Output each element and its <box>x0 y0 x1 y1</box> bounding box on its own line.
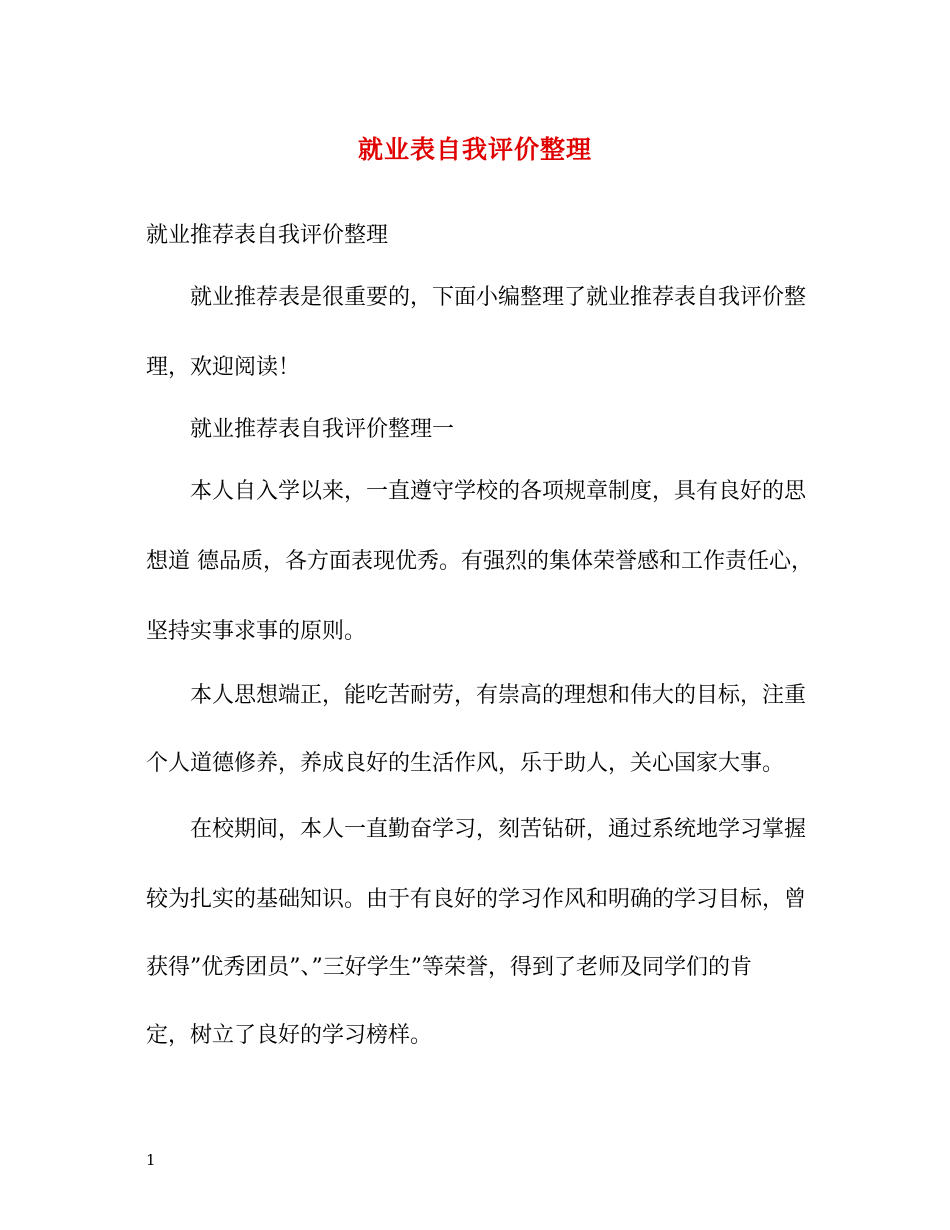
paragraph-line: 较为扎实的基础知识。由于有良好的学习作风和明确的学习目标，曾 <box>146 887 807 912</box>
document-title: 就业表自我评价整理 <box>357 135 592 164</box>
paragraph-line: 本人自入学以来，一直遵守学校的各项规章制度，具有良好的思 <box>190 479 807 504</box>
paragraph-line: 想道 德品质，各方面表现优秀。有强烈的集体荣誉感和工作责任心， <box>146 549 813 574</box>
page-number: 1 <box>146 1151 156 1169</box>
paragraph-line: 坚持实事求事的原则。 <box>146 619 367 644</box>
section-heading: 就业推荐表自我评价整理一 <box>190 417 455 442</box>
paragraph-line: 定，树立了良好的学习榜样。 <box>146 1023 433 1048</box>
paragraph-line: 获得”优秀团员”、”三好学生”等荣誉，得到了老师及同学们的肯 <box>146 955 752 980</box>
document-subtitle: 就业推荐表自我评价整理 <box>146 223 389 248</box>
paragraph-line: 理，欢迎阅读！ <box>146 355 301 380</box>
paragraph-line: 在校期间，本人一直勤奋学习，刻苦钻研，通过系统地学习掌握 <box>190 817 807 842</box>
paragraph-line: 本人思想端正，能吃苦耐劳，有崇高的理想和伟大的目标，注重 <box>190 683 807 708</box>
paragraph-line: 个人道德修养，养成良好的生活作风，乐于助人，关心国家大事。 <box>146 751 785 776</box>
paragraph-line: 就业推荐表是很重要的，下面小编整理了就业推荐表自我评价整 <box>190 285 807 310</box>
